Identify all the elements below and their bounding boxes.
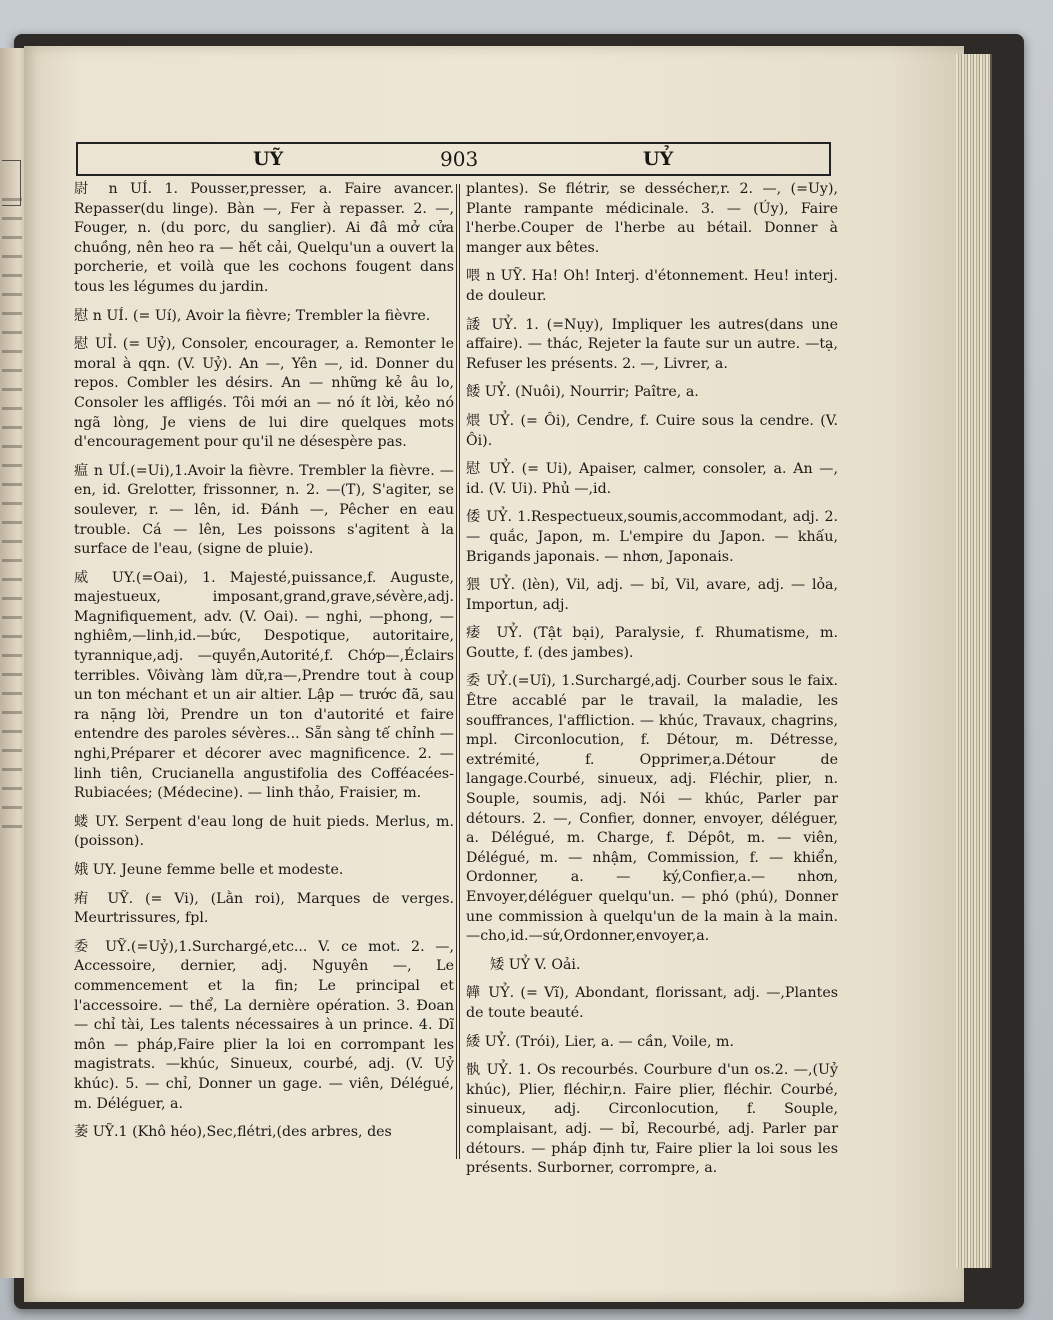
dictionary-entry: 瘟 n UÍ.(=Ui),1.Avoir la fièvre. Trembler la fièvre. — en, id. Grelotter, frissonner, n. 2. —(T), S'agiter, se soulever, r. — lên, id. Đánh —, Pêcher en eau trouble. Cá — lên, Les poissons s'agitent à la surface de l'eau, (signe de pluie). <box>74 462 454 558</box>
dictionary-entry: 矮 UỶ V. Oải. <box>490 956 581 973</box>
left-column <box>74 180 454 1152</box>
dictionary-entry: 痏 UỸ. (= Vi), (Lằn roi), Marques de verges. Meurtrissures, fpl. <box>74 890 454 927</box>
dictionary-entry: 慰 UỶ. (= Ui), Apaiser, calmer, consoler, a. An —, id. (V. Ui). Phủ —,id. <box>466 461 838 497</box>
previous-page-text-fragments <box>2 198 22 838</box>
dictionary-entry: 娥 UY. Jeune femme belle et modeste. <box>74 862 344 878</box>
column-divider <box>456 184 460 1159</box>
header-left-guide-word: UỸ <box>253 148 284 170</box>
dictionary-entry-continued: plantes). Se flétrir, se dessécher,r. 2. —, (=Uy), Plante rampante médicinale. 3. — (Úy), Faire l'herbe.Couper de l'herbe au bétail. Donner à manger aux bêtes. <box>466 181 838 256</box>
dictionary-entry: 猥 UỶ. (lèn), Vil, adj. — bỉ, Vil, avare, adj. — lỏa, Importun, adj. <box>466 577 838 613</box>
dictionary-entry: 餧 UỶ. (Nuôi), Nourrir; Paître, a. <box>466 384 699 401</box>
page-header <box>76 142 831 176</box>
dictionary-entry: 委 UỸ.(=Uỷ),1.Surchargé,etc... V. ce mot. 2. —, Accessoire, dernier, adj. Nguyên —, Le commencement et la fin; Le principal et l'accessoire. — thể, La dernière opération. 3. Đoan — chỉ tài, Les talents nécessaires à un prince. 4. Dĩ môn — pháp,Faire plier la loi en corrompant les magistrats. —khúc, Sinueux, courbé, adj. (V. Uỷ khúc). 5. — chỉ, Donner un gage. — viên, Délégué, m. Déléguer, a. <box>74 938 454 1112</box>
dictionary-entry: 委 UỶ.(=Uî), 1.Surchargé,adj. Courber sous le faix. Être accablé par le travail, la maladie, les souffrances, l'affliction. — khúc, Travaux, chagrins, mpl. Circonlocution, f. Détour, m. Détresse, extrémité, f. Opprimer,a.Détour de langage.Courbé, sinueux, adj. Fléchir, plier, n. Souple, soumis, adj. Nói — khúc, Parler par détours. 2. —, Confier, donner, envoyer, déléguer, a. Délégué, m. Charge, f. Dépôt, m. — viên, Délégué, m. — nhậm, Commission, f. — khiển, Ordonner, a. — ký,Confier,a.— nhơn, Envoyer,déléguer quelqu'un. — phó (phú), Donner une commission à quelqu'un de la main à la main.—cho,id.—sứ,Ordonner,envoyer,a. <box>466 673 838 945</box>
right-column <box>466 180 838 1188</box>
dictionary-entry: 萎 UỸ.1 (Khô héo),Sec,flétri,(des arbres, des <box>74 1124 392 1141</box>
dictionary-entry: 蝼 UY. Serpent d'eau long de huit pieds. Merlus, m. (poisson). <box>74 813 454 850</box>
dictionary-entry: 慰 UỈ. (= Uỷ), Consoler, encourager, a. Remonter le moral à qqn. (V. Uỷ). An —, Yên —, id. Donner du repos. Combler les désirs. An — những kẻ âu lo, Consoler les affligés. Tôi mới an — nó ít lời, kẻo nó ngã lòng, Je viens de lui dire quelques mots d'encouragement pour qu'il ne désespère pas. <box>74 336 454 451</box>
dictionary-entry: 倭 UỶ. 1.Respectueux,soumis,accommodant, adj. 2.— quắc, Japon, m. L'empire du Japon. — khấu, Brigands japonais. — nhơn, Japonais. <box>466 509 838 565</box>
dictionary-entry: 韡 UỶ. (= Vĩ), Abondant, florissant, adj. —,Plantes de toute beauté. <box>466 985 838 1021</box>
dictionary-entry: 尉 n UÍ. 1. Pousser,presser, a. Faire avancer. Repasser(du linge). Bàn —, Fer à repasser. 2. —, Fouger, n. (du porc, du sanglier). Ai đâ mở cửa chuồng, nên heo ra — hết cải, Quelqu'un a ouvert la porcherie, et voilà que les cochons fougent dans tous les légumes du jardin. <box>74 181 454 295</box>
page-stack-edges <box>956 54 992 1268</box>
page-number: 903 <box>440 147 479 171</box>
dictionary-entry: 慰 n UÍ. (= Uí), Avoir la fièvre; Trembler la fièvre. <box>74 307 431 324</box>
dictionary-entry: 痿 UỶ. (Tật bại), Paralysie, f. Rhumatisme, m. Goutte, f. (des jambes). <box>466 625 838 661</box>
previous-page-edge <box>0 48 27 1278</box>
dictionary-entry: 骫 UỶ. 1. Os recourbés. Courbure d'un os.2. —,(Uỷ khúc), Plier, fléchir,n. Faire plier, fléchir. Courbé, sinueux, adj. Circonlocution, f. Souple, complaisant, adj. — bỉ, Recourbé, adj. Parler par détours. — pháp định tư, Faire plier la loi sous les présents. Surborner, corrompre, a. <box>466 1062 838 1177</box>
dictionary-entry: 諉 UỶ. 1. (=Nụy), Impliquer les autres(dans une affaire). — thác, Rejeter la faute sur un autre. —tạ, Refuser les présents. 2. —, Livrer, a. <box>466 316 838 372</box>
dictionary-entry: 威 UY.(=Oai), 1. Majesté,puissance,f. Auguste, majestueux, imposant,grand,grave,sévère,adj. Magnifiquement, adv. (V. Oai). — nghi, —phong, —nghiêm,—linh,id.—bức, Despotique, autoritaire, tyrannique,adj. —quyền,Autorité,f. Chớp—,Éclairs terribles. Vôivàng làm dữ,ra—,Prendre tout à coup un ton méchant et un air altier. Lập — trước đã, sau ra nặng lời, Prendre un ton d'autorité et faire entendre des paroles sévères... Sẵn sàng tế chỉnh —nghi,Préparer et décorer avec magnificence. 2. — linh tiên, Crucianella angustifolia des Cofféacées-Rubiacées; (Médecine). — linh thảo, Fraisier, m. <box>74 569 454 802</box>
dictionary-entry: 煨 UỶ. (= Ôi), Cendre, f. Cuire sous la cendre. (V. Ôi). <box>466 412 838 449</box>
dictionary-entry: 喂 n UỸ. Ha! Oh! Interj. d'étonnement. Heu! interj. de douleur. <box>466 268 838 304</box>
header-right-guide-word: UỶ <box>643 148 674 170</box>
dictionary-entry: 緌 UỶ. (Trói), Lier, a. — cần, Voile, m. <box>466 1033 734 1050</box>
